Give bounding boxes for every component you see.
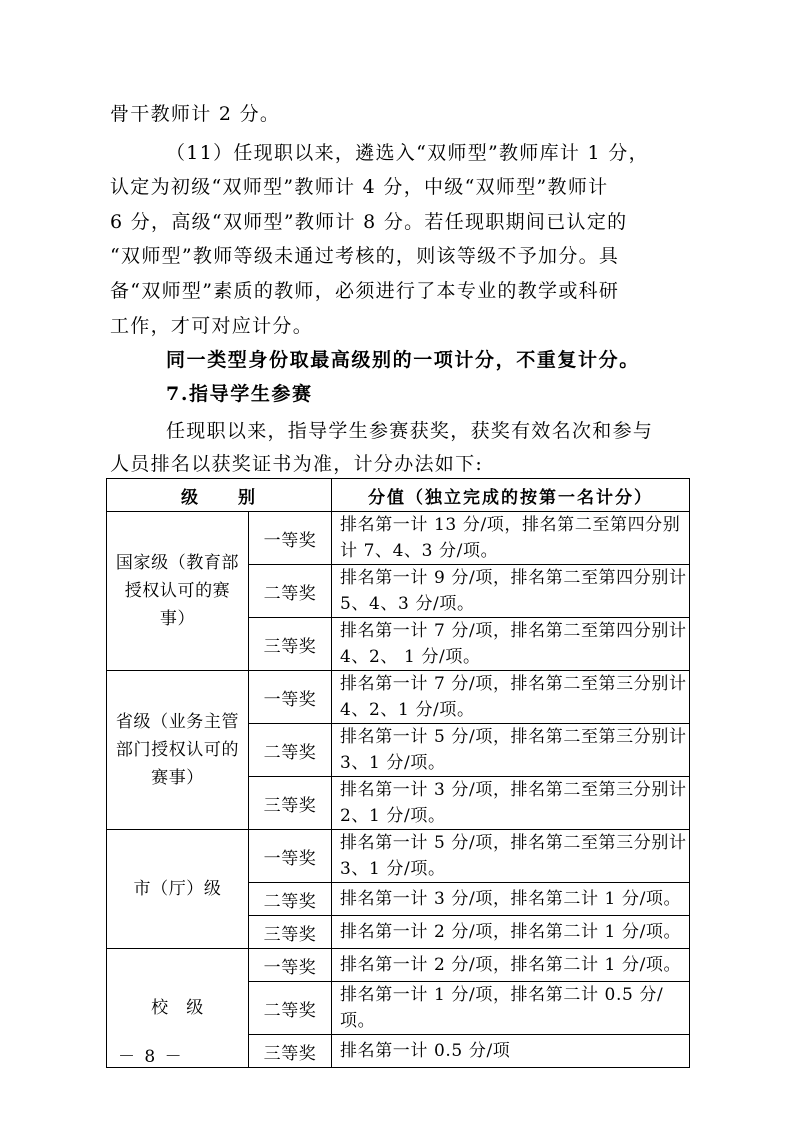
prize-cell: 三等奖 <box>249 777 332 830</box>
prize-cell: 二等奖 <box>249 982 332 1035</box>
score-cell: 排名第一计 9 分/项，排名第二至第四分别计 5、4、3 分/项。 <box>332 565 690 618</box>
score-cell: 排名第一计 5 分/项，排名第二至第三分别计 3、1 分/项。 <box>332 724 690 777</box>
score-cell: 排名第一计 7 分/项，排名第二至第三分别计 4、2、1 分/项。 <box>332 671 690 724</box>
level-provincial: 省级（业务主管部门授权认可的赛事） <box>107 671 249 830</box>
prize-cell: 一等奖 <box>249 949 332 982</box>
scoring-table <box>106 478 690 1068</box>
score-cell: 排名第一计 7 分/项，排名第二至第四分别计 4、2、 1 分/项。 <box>332 618 690 671</box>
score-cell: 排名第一计 2 分/项，排名第二计 1 分/项。 <box>332 916 690 949</box>
header-score: 分值（独立完成的按第一名计分） <box>332 479 690 512</box>
prize-cell: 三等奖 <box>249 618 332 671</box>
score-cell: 排名第一计 3 分/项，排名第二计 1 分/项。 <box>332 883 690 916</box>
body-line-6: 备“双师型”素质的教师，必须进行了本专业的教学或科研 <box>110 280 620 302</box>
section-title: 7.指导学生参赛 <box>166 383 313 405</box>
score-cell: 排名第一计 13 分/项，排名第二至第四分别计 7、4、3 分/项。 <box>332 512 690 565</box>
body-line-1: 骨干教师计 2 分。 <box>110 103 281 125</box>
table-row <box>107 671 690 724</box>
intro-line-2: 人员排名以获奖证书为准，计分办法如下: <box>110 453 484 475</box>
score-cell: 排名第一计 1 分/项，排名第二计 0.5 分/项。 <box>332 982 690 1035</box>
level-school: 校 级 <box>107 949 249 1068</box>
body-line-7: 工作，才可对应计分。 <box>110 315 314 337</box>
prize-cell: 三等奖 <box>249 916 332 949</box>
body-line-2: （11）任现职以来，遴选入“双师型”教师库计 1 分， <box>166 142 649 164</box>
prize-cell: 一等奖 <box>249 512 332 565</box>
score-cell: 排名第一计 0.5 分/项 <box>332 1035 690 1068</box>
prize-cell: 三等奖 <box>249 1035 332 1068</box>
body-line-5: “双师型”教师等级未通过考核的，则该等级不予加分。具 <box>110 245 620 267</box>
bold-note: 同一类型身份取最高级别的一项计分，不重复计分。 <box>166 349 640 371</box>
table-header-row <box>107 479 690 512</box>
intro-line-1: 任现职以来，指导学生参赛获奖，获奖有效名次和参与 <box>166 420 654 442</box>
prize-cell: 二等奖 <box>249 724 332 777</box>
prize-cell: 二等奖 <box>249 565 332 618</box>
prize-cell: 二等奖 <box>249 883 332 916</box>
body-line-3: 认定为初级“双师型”教师计 4 分，中级“双师型”教师计 <box>110 176 609 198</box>
table-row <box>107 830 690 883</box>
score-cell: 排名第一计 2 分/项，排名第二计 1 分/项。 <box>332 949 690 982</box>
body-line-4: 6 分，高级“双师型”教师计 8 分。若任现职期间已认定的 <box>110 211 628 233</box>
header-level: 级 别 <box>107 479 332 512</box>
score-cell: 排名第一计 5 分/项，排名第二至第三分别计 3、1 分/项。 <box>332 830 690 883</box>
prize-cell: 一等奖 <box>249 830 332 883</box>
level-national: 国家级（教育部授权认可的赛事） <box>107 512 249 671</box>
table-row <box>107 949 690 982</box>
table-row <box>107 512 690 565</box>
prize-cell: 一等奖 <box>249 671 332 724</box>
score-cell: 排名第一计 3 分/项，排名第二至第三分别计 2、1 分/项。 <box>332 777 690 830</box>
page-number: － 8 － <box>118 1047 184 1067</box>
level-municipal: 市（厅）级 <box>107 830 249 949</box>
